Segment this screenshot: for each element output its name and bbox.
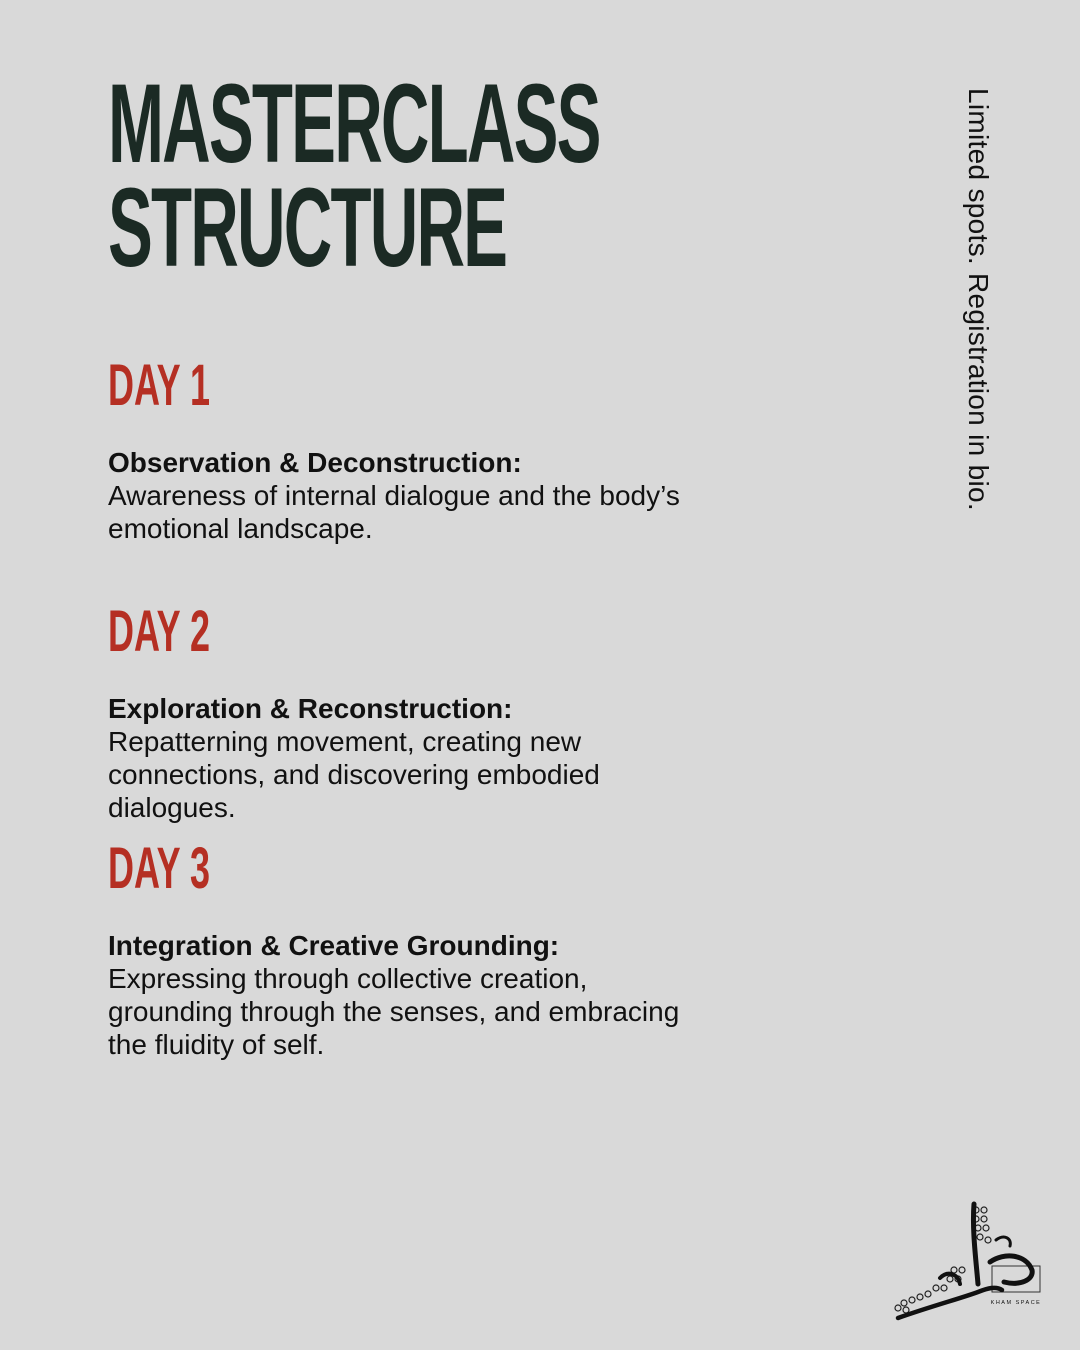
page-title-line-1: MASTERCLASS [108,61,600,186]
day-1-description: Awareness of internal dialogue and the body’s emotional landscape. [108,480,680,544]
day-3-subtitle: Integration & Creative Grounding: [108,930,560,961]
day-1-subtitle: Observation & Deconstruction: [108,447,522,478]
day-1-section [108,353,688,545]
day-3-description: Expressing through collective creation, grounding through the senses, and embracing the fluidity of self. [108,963,680,1060]
day-3-heading: DAY 3 [108,836,210,901]
day-1-heading: DAY 1 [108,353,210,418]
page-title [108,61,600,290]
day-2-subtitle: Exploration & Reconstruction: [108,693,513,724]
day-2-heading: DAY 2 [108,599,210,664]
day-2-description: Repatterning movement, creating new connections, and discovering embodied dialogues. [108,726,600,823]
registration-note: Limited spots. Registration in bio. [963,88,994,511]
page-title-line-2: STRUCTURE [108,165,507,290]
day-2-section [108,599,688,824]
day-3-section [108,836,688,1061]
logo-caption: KHAM SPACE [990,1300,1042,1306]
kham-space-logo [892,1200,1044,1324]
